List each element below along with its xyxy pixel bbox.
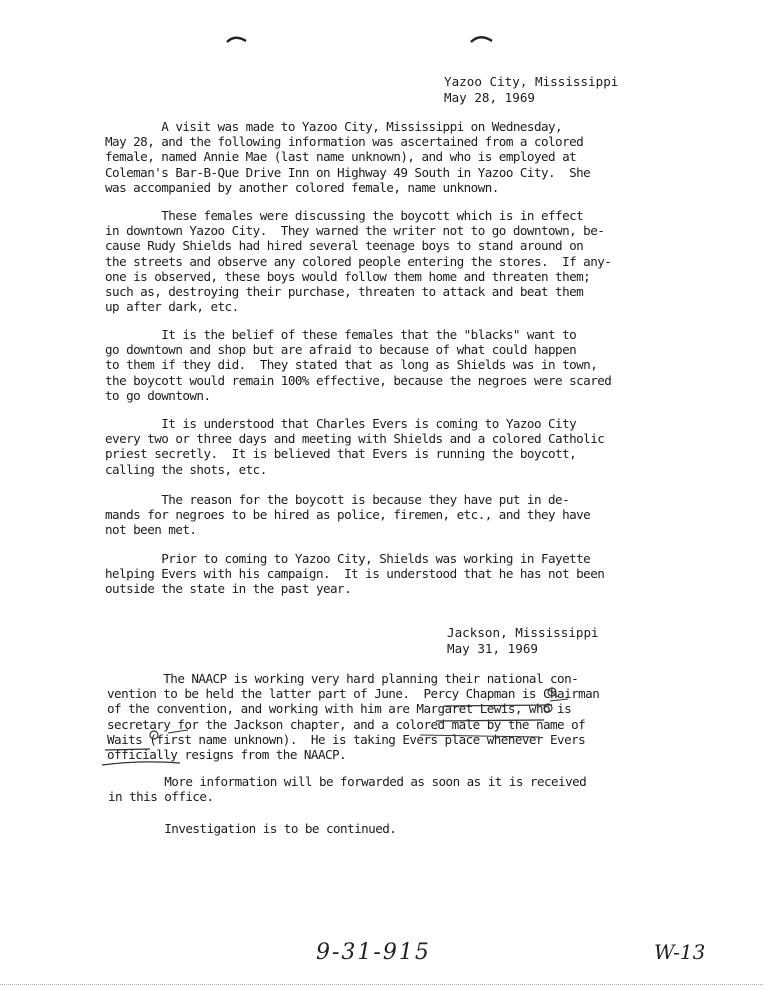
text-line: one is observed, these boys would follow them home and threaten them; — [105, 268, 591, 284]
text-line: helping Evers with his campaign. It is understood that he has not been — [105, 566, 605, 582]
text-line: Prior to coming to Yazoo City, Shields was working in Fayette — [105, 551, 591, 566]
text-line: go downtown and shop but are afraid to because of what could happen — [105, 342, 577, 358]
bottom-scan-edge — [0, 984, 763, 985]
text-line: to go downtown. — [105, 387, 211, 403]
text-line: The reason for the boycott is because they have put in de- — [105, 492, 570, 507]
dateline-jackson — [447, 625, 599, 657]
punch-mark-right — [470, 33, 494, 45]
paragraph-reason — [105, 492, 590, 538]
handwritten-initials: W-13 — [654, 940, 706, 964]
text-line: Investigation is to be continued. — [108, 821, 397, 836]
text-line: A visit was made to Yazoo City, Mississippi on Wednesday, — [105, 119, 563, 134]
text-line: of the convention, and working with him are Margaret Lewis, who is — [107, 701, 572, 717]
text-line: It is understood that Charles Evers is coming to Yazoo City — [105, 416, 577, 431]
text-line: the boycott would remain 100% effective, because the negroes were scared — [105, 372, 612, 388]
handwritten-underlines — [100, 675, 640, 775]
text-line: secretary for the Jackson chapter, and a colored male by the name of — [107, 716, 586, 732]
dateline-city: Yazoo City, Mississippi — [444, 74, 619, 89]
paragraph-belief — [105, 327, 611, 403]
paragraph-investigation — [108, 821, 396, 836]
text-line: These females were discussing the boycott which is in effect — [105, 208, 584, 223]
text-line: calling the shots, etc. — [105, 461, 267, 477]
text-line: female, named Annie Mae (last name unknown), and who is employed at — [105, 149, 577, 165]
text-line: to them if they did. They stated that as long as Shields was in town, — [105, 357, 598, 373]
dateline-yazoo — [444, 74, 618, 106]
paragraph-prior — [105, 551, 604, 597]
text-line: Coleman's Bar-B-Que Drive Inn on Highway 49 South in Yazoo City. She — [105, 164, 591, 180]
paragraph-visit — [105, 119, 590, 195]
text-line: mands for negroes to be hired as police, firemen, etc., and they have — [105, 507, 591, 523]
punch-mark-left — [226, 34, 248, 44]
text-line: cause Rudy Shields had hired several teenage boys to stand around on — [105, 238, 584, 254]
text-line: The NAACP is working very hard planning their national con- — [107, 671, 579, 686]
text-line: up after dark, etc. — [105, 299, 239, 315]
dateline-city: Jackson, Mississippi — [447, 625, 599, 640]
text-line: priest secretly. It is believed that Evers is running the boycott, — [105, 446, 577, 462]
text-line: in downtown Yazoo City. They warned the writer not to go downtown, be- — [105, 223, 605, 239]
dateline-date: May 28, 1969 — [444, 90, 535, 105]
text-line: It is the belief of these females that the "blacks" want to — [105, 327, 577, 342]
text-line: May 28, and the following information was ascertained from a colored — [105, 134, 584, 150]
text-line: outside the state in the past year. — [105, 581, 352, 597]
text-line: not been met. — [105, 522, 197, 538]
paragraph-more-info — [108, 774, 586, 804]
text-line: every two or three days and meeting with Shields and a colored Catholic — [105, 431, 605, 447]
text-line: such as, destroying their purchase, threaten to attack and beat them — [105, 284, 584, 300]
dateline-date: May 31, 1969 — [447, 641, 538, 656]
text-line: Waits (first name unknown). He is taking Evers place whenever Evers — [107, 731, 586, 747]
text-line: was accompanied by another colored female, name unknown. — [105, 179, 499, 195]
handwritten-file-number: 9-31-915 — [316, 940, 431, 965]
paragraph-boycott — [105, 208, 611, 314]
text-line: More information will be forwarded as soon as it is received — [108, 774, 587, 789]
text-line: the streets and observe any colored people entering the stores. If any- — [105, 253, 612, 269]
text-line: in this office. — [108, 789, 214, 805]
text-line: officially resigns from the NAACP. — [107, 747, 347, 763]
text-line: vention to be held the latter part of June. Percy Chapman is Chairman — [107, 686, 600, 702]
paragraph-evers — [105, 416, 604, 477]
